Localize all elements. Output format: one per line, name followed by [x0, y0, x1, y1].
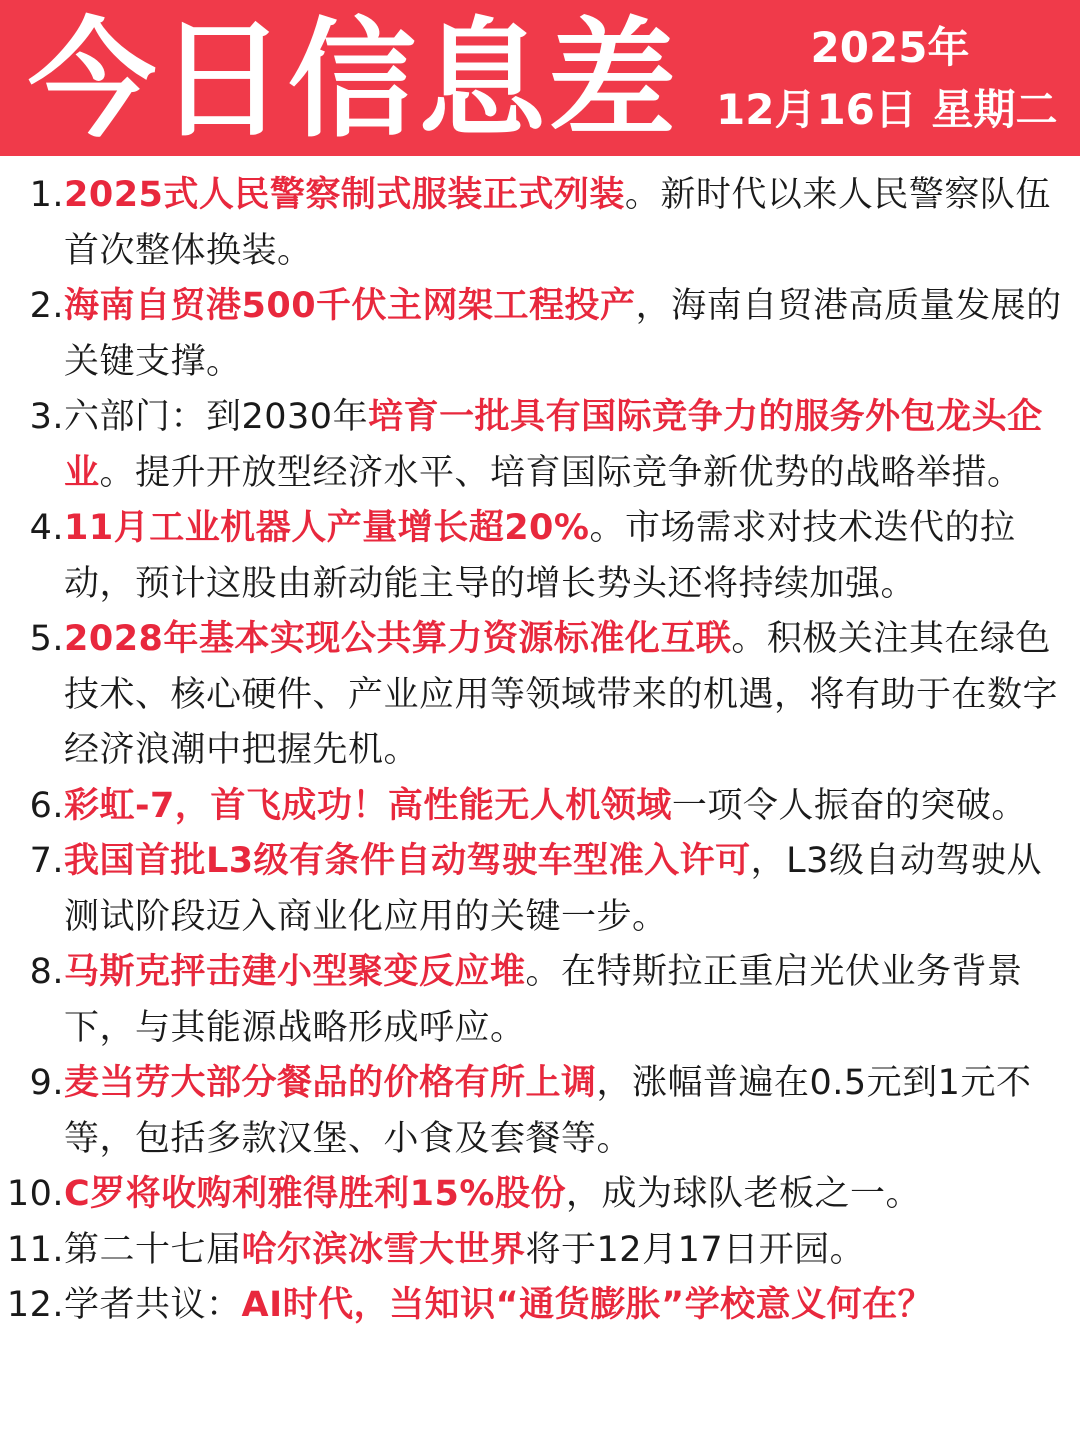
item-highlight: 马斯克抨击建小型聚变反应堆 [64, 952, 526, 992]
item-number: 2. [29, 286, 64, 326]
item-highlight: 麦当劳大部分餐品的价格有所上调 [64, 1063, 597, 1103]
news-list [0, 168, 1080, 1334]
item-highlight: 2025式人民警察制式服装正式列装 [64, 175, 625, 215]
item-text: ，L3级自动驾驶从测试阶段迈入商业化应用的关键一步。 [64, 841, 1042, 937]
item-text: ，涨幅普遍在0.5元到1元不等，包括多款汉堡、小食及套餐等。 [64, 1063, 1032, 1159]
item-number: 1. [29, 175, 64, 215]
list-item [0, 501, 1080, 612]
item-number: 11. [6, 1229, 64, 1270]
item-highlight: 培育一批具有国际竞争力的服务外包龙头企业 [64, 397, 1043, 493]
item-number: 5. [29, 619, 64, 659]
item-text: 一项令人振奋的突破。 [671, 785, 1027, 826]
list-item [0, 168, 1080, 279]
item-prefix: 第二十七届 [64, 1229, 242, 1270]
item-highlight: 2028年基本实现公共算力资源标准化互联 [64, 619, 732, 659]
header-banner [0, 0, 1080, 156]
item-text: ，海南自贸港高质量发展的关键支撑。 [64, 286, 1062, 382]
list-item [0, 834, 1080, 945]
list-item [0, 779, 1080, 835]
item-text: ，成为球队老板之一。 [565, 1174, 921, 1214]
list-item [0, 1278, 1080, 1334]
item-highlight: 11月工业机器人产量增长超20% [64, 508, 590, 548]
item-highlight: 我国首批L3级有条件自动驾驶车型准入许可 [64, 841, 751, 881]
item-prefix: 六部门：到2030年 [64, 397, 369, 437]
page-title: 今日信息差 [28, 6, 679, 155]
item-text: 。市场需求对技术迭代的拉动，预计这股由新动能主导的增长势头还将持续加强。 [64, 508, 1016, 604]
item-highlight: 哈尔滨冰雪大世界 [241, 1229, 526, 1270]
item-number: 12. [6, 1285, 64, 1325]
list-item [0, 1223, 1080, 1279]
item-highlight: C罗将收购利雅得胜利15%股份 [64, 1174, 566, 1214]
item-highlight: AI时代，当知识“通货膨胀”学校意义何在？ [241, 1285, 934, 1325]
item-highlight: 彩虹-7，首飞成功！高性能无人机领域 [64, 785, 672, 826]
item-text: 。积极关注其在绿色技术、核心硬件、产业应用等领域带来的机遇，将有助于在数字经济浪潮中把握先机。 [64, 619, 1059, 770]
item-text: 。新时代以来人民警察队伍首次整体换装。 [64, 175, 1051, 271]
header-date: 12月16日 星期二 [716, 85, 1058, 134]
item-text: 。提升开放型经济水平、培育国际竞争新优势的战略举措。 [99, 452, 1023, 493]
item-highlight: 海南自贸港500千伏主网架工程投产 [64, 286, 636, 326]
item-number: 9. [29, 1063, 64, 1103]
header-year: 2025年 [810, 23, 970, 72]
item-text: 将于12月17日开园。 [525, 1229, 866, 1270]
item-number: 6. [29, 785, 64, 826]
item-number: 10. [6, 1174, 64, 1214]
item-number: 4. [29, 508, 64, 548]
list-item [0, 945, 1080, 1056]
item-number: 3. [29, 397, 64, 437]
item-number: 7. [29, 841, 64, 881]
list-item [0, 279, 1080, 390]
list-item [0, 612, 1080, 779]
item-prefix: 学者共议： [64, 1285, 242, 1325]
list-item [0, 1056, 1080, 1167]
item-number: 8. [29, 952, 64, 992]
list-item [0, 1167, 1080, 1223]
list-item [0, 390, 1080, 501]
item-text: 。在特斯拉正重启光伏业务背景下，与其能源战略形成呼应。 [64, 952, 1023, 1048]
